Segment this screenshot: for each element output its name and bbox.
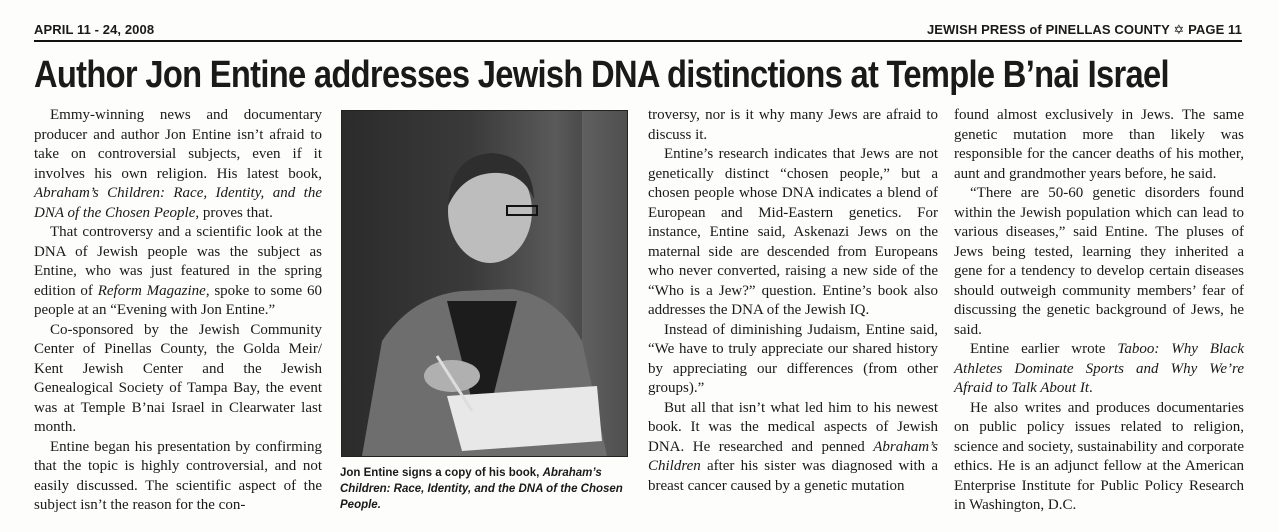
paragraph: Emmy-winning news and documentary producer and author Jon Entine isn’t afraid to take on controversial subjects, even if it involves his own religion. His latest book, Abraham’s Children: Race, Identity, and the DNA of the Chosen People, proves that. <box>34 107 322 221</box>
paragraph: He also writes and produces documentaries on public policy issues related to religion, science and society, sustainability and corporate ethics. He is an adjunct fellow at the American Enterprise Institute for Public Policy Research in Washington, D.C. <box>954 399 1244 513</box>
masthead-rule <box>34 40 1242 42</box>
publication-page <box>927 22 1242 38</box>
paragraph: Entine began his presentation by confirming that the topic is highly controversial, and not easily discussed. The scientific aspect of the subject isn’t the reason for the con- <box>34 438 322 513</box>
paragraph: found almost exclusively in Jews. The same genetic mutation more than likely was responsible for the cancer deaths of his mother, aunt and grandmother years before, he said. <box>954 107 1244 182</box>
page-number: PAGE 11 <box>1188 22 1242 37</box>
paragraph: Entine’s research indicates that Jews are not genetically distinct “chosen people,” but a chosen people whose DNA indicates a blend of European and Mid-Eastern genetics. For instance, Entine said, Askenazi Jews on the maternal side are descended from Europeans who never converted, raising a new side of the “Who is a Jew?” question. Entine’s book also addresses the DNA of the Jewish IQ. <box>648 146 938 318</box>
author-signing-book-image <box>342 111 627 456</box>
star-of-david-icon: ✡ <box>1173 22 1185 37</box>
paragraph: troversy, nor is it why many Jews are afraid to discuss it. <box>648 107 938 143</box>
photo-caption: Jon Entine signs a copy of his book, Abraham’s Children: Race, Identity, and the DNA of the Chosen People. <box>340 467 623 511</box>
headline: Author Jon Entine addresses Jewish DNA distinctions at Temple B’nai Israel <box>34 54 1169 96</box>
paragraph: Entine earlier wrote Taboo: Why Black Athletes Dominate Sports and Why We’re Afraid to Talk About It. <box>954 341 1244 396</box>
masthead <box>34 20 1242 40</box>
paragraph: But all that isn’t what led him to his newest book. It was the medical aspects of Jewish DNA. He researched and penned Abraham’s Children after his sister was diagnosed with a breast cancer caused by a genetic mutation <box>648 399 938 494</box>
article-column-3 <box>648 106 938 496</box>
article-column-1 <box>34 106 322 516</box>
issue-date: APRIL 11 - 24, 2008 <box>34 22 155 37</box>
author-photo <box>341 110 628 457</box>
paragraph: That controversy and a scientific look at the DNA of Jewish people was the subject as Entine, who was just featured in the spring edition of Reform Magazine, spoke to some 60 people at an “Evening with Jon Entine.” <box>34 224 322 318</box>
article-column-4 <box>954 106 1244 516</box>
paragraph: Instead of diminishing Judaism, Entine said, “We have to truly appreciate our shared history by appreciating our differences (from other groups).” <box>648 321 938 396</box>
paragraph: “There are 50-60 genetic disorders found within the Jewish population which can lead to various diseases,” said Entine. The pluses of Jews being tested, learning they inherited a gene for a tendency to develop certain diseases should outweigh community members’ fear of discussing the genetic background of Jews, he said. <box>954 185 1244 338</box>
paragraph: Co-sponsored by the Jewish Community Center of Pinellas County, the Golda Meir/ Kent Jewish Center and the Jewish Genealogical Society of Tampa Bay, the event was at Temple B’nai Israel in Clearwater last month. <box>34 321 322 435</box>
publication-name: JEWISH PRESS of PINELLAS COUNTY <box>926 22 1170 37</box>
